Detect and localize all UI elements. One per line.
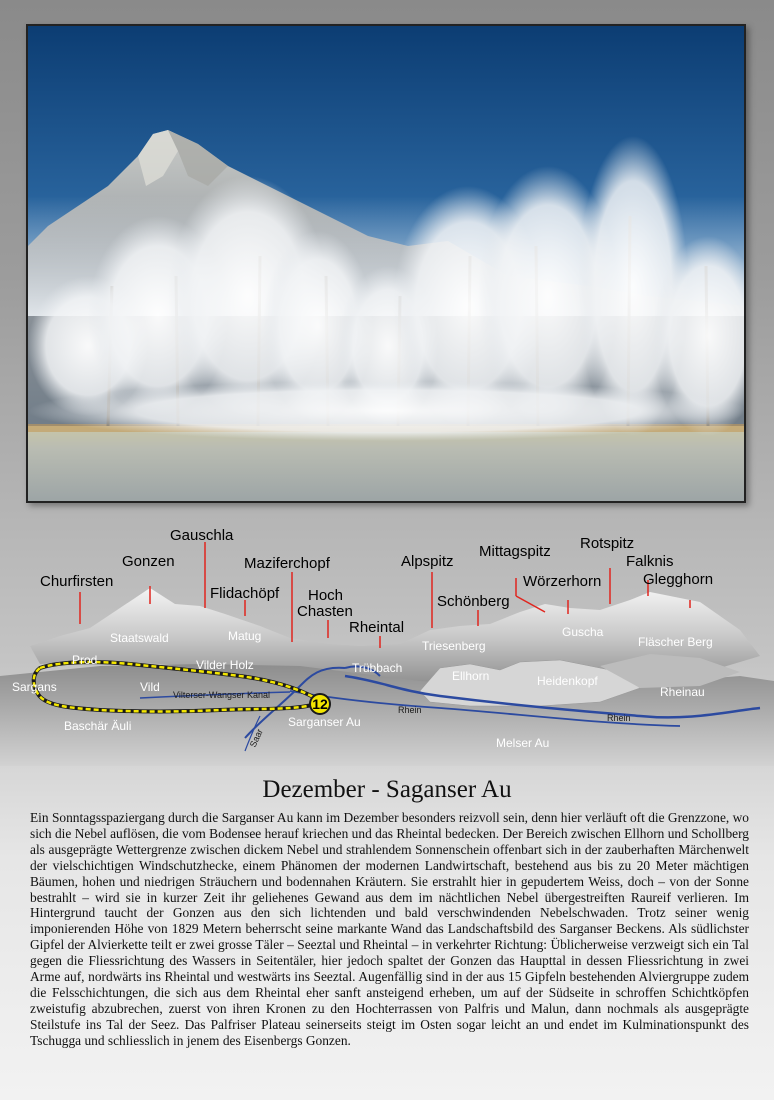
peak-maziferchopf: Maziferchopf bbox=[244, 555, 330, 572]
place-ellhorn: Ellhorn bbox=[452, 669, 490, 683]
peak-gonzen: Gonzen bbox=[122, 553, 175, 570]
peak-glegghorn: Glegghorn bbox=[643, 571, 714, 588]
peak-falknis: Falknis bbox=[626, 553, 674, 570]
place-trubbach: Trübbach bbox=[352, 661, 403, 675]
peak-flidachoepf: Flidachöpf bbox=[210, 585, 280, 602]
place-vilder-holz: Vilder Holz bbox=[196, 658, 254, 672]
route-marker-number: 12 bbox=[312, 696, 328, 712]
water-rhein-1: Rhein bbox=[398, 705, 422, 715]
water-saar: Saar bbox=[247, 727, 265, 749]
place-heidenkopf: Heidenkopf bbox=[537, 674, 598, 688]
page-title: Dezember - Saganser Au bbox=[262, 776, 512, 803]
peak-woerzerhorn: Wörzerhorn bbox=[523, 573, 602, 590]
place-sargans: Sargans bbox=[12, 680, 57, 694]
landscape-photo bbox=[26, 24, 746, 503]
peak-hoch: Hoch bbox=[308, 587, 344, 604]
place-matug: Matug bbox=[228, 629, 262, 643]
place-guscha: Guscha bbox=[562, 625, 604, 639]
water-rhein-2: Rhein bbox=[607, 713, 631, 723]
panorama-map bbox=[0, 516, 774, 766]
place-sarganser-au: Sarganser Au bbox=[288, 715, 361, 729]
body-text: Ein Sonntagsspaziergang durch die Sarganser Au kann im Dezember besonders reizvoll sein, denn hier verläuft oft die Grenzzone, wo sich die Nebel auflösen, die vom Bodensee herauf kriechen und das Rheintal bedecken. Der Bereich zwischen Ellhorn und Schollberg als ausgeprägte Wettergrenze zwischen dickem Nebel und strahlendem Sonnenschein offenbart sich in der zauberhaften Märchenwelt der vielschichtigen Windschutzhecke, einem Phänomen der modernen Landwirtschaft, bestehend aus bis zu 20 Meter mächtigen Bäumen, hohen und niedrigen Sträuchern und bodennahen Kräutern. Sie erstrahlt hier in gepudertem Weiss, doch – von der Sonne bestrahlt – wird sie in kurzer Zeit ihr geliehenes Gewand aus dem im nächtlichen Nebel übergestreiften Raureif verlieren. Im Hintergrund taucht der Gonzen aus den sich lichtenden und bald verschwindenden Nebelschwaden. Trotz seiner wenig imponierenden Höhe von 1829 Metern beherrscht seine markante Wand das Landschaftsbild des Sarganser Beckens. Als südlichster Gipfel der Alvierkette teilt er zwei grosse Täler – Seeztal und Rheintal – in verkehrter Richtung: Üblicherweise verzweigt sich ein Tal gegen die Fliessrichtung des Wassers in Seitentäler, hier jedoch spaltet der Gonzen das Haupttal in dessen Fliessrichtung in zwei Arme auf, nordwärts ins Rheintal und westwärts ins Seeztal. Augenfällig sind in der aus 15 Gipfeln bestehenden Alviergruppe zudem die Felsschichtungen, die sich aus dem Rheintal eher sanft ansteigend erheben, um auf der Südseite in schroffen Schichtköpfen zweistufig abzubrechen, zuerst von ihren Kronen zu den Hochterrassen von Palfris und Malun, dann nochmals als ausgeprägte Steilstufe ins Tal der Seez. Das Palfriser Plateau seinerseits steigt im Osten sogar leicht an und endet im Kulminationspunkt des Tschugga und schliesslich in jenem des Eisenbergs Gonzen. bbox=[30, 810, 749, 1048]
place-vild: Vild bbox=[140, 680, 160, 694]
place-prod: Prod bbox=[72, 653, 98, 667]
peak-churfirsten: Churfirsten bbox=[40, 573, 114, 590]
place-triesenberg: Triesenberg bbox=[422, 639, 486, 653]
photo-illustration bbox=[28, 26, 744, 501]
place-baschar-auli: Baschär Äuli bbox=[64, 719, 132, 733]
peak-gauschla: Gauschla bbox=[170, 527, 234, 544]
peak-chasten: Chasten bbox=[297, 603, 353, 620]
place-rheinau: Rheinau bbox=[660, 685, 705, 699]
water-kanal: Vilterser-Wangser Kanal bbox=[173, 690, 271, 700]
peak-mittagspitz: Mittagspitz bbox=[479, 543, 551, 560]
peak-alpspitz: Alpspitz bbox=[401, 553, 454, 570]
place-melser-au: Melser Au bbox=[496, 736, 550, 750]
place-staatswald: Staatswald bbox=[110, 631, 169, 645]
place-flascher-berg: Fläscher Berg bbox=[638, 635, 713, 649]
peak-schoenberg: Schönberg bbox=[437, 593, 510, 610]
peak-rotspitz: Rotspitz bbox=[580, 535, 635, 552]
peak-rheintal: Rheintal bbox=[349, 619, 405, 636]
